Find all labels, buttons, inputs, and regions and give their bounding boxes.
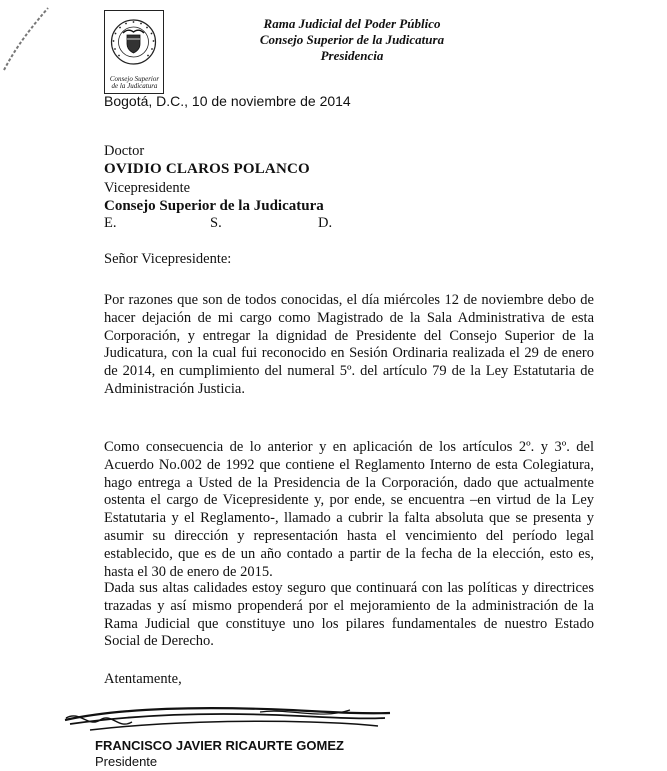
seal-emblem-icon [105, 11, 162, 71]
esd-e: E. [104, 215, 117, 231]
letterhead-line-2: Consejo Superior de la Judicatura [259, 32, 445, 47]
seal-caption-line-1: Consejo Superior [109, 75, 160, 83]
seal-caption [108, 76, 161, 90]
closing: Atentamente, [104, 671, 182, 687]
seal-caption-line-2: de la Judicatura [111, 82, 158, 90]
body-paragraph-1: Por razones que son de todos conocidas, el día miércoles 12 de noviembre debo de hacer dejación de mi cargo como Magistrado de la Sala Administrativa de esta Corporación, y entregar la dignidad de Presidente del Consejo Superior de la Judicatura, con la cual fui reconocido en Sesión Ordinaria realizada el 29 de enero de 2014, en cumplimiento del numeral 5º. del artículo 79 de la Ley Estatutaria de Administración Justicia. [104, 292, 594, 397]
scan-edge-mark [0, 0, 60, 80]
addressee-title: Doctor [104, 143, 145, 159]
letterhead-line-3: Presidencia [320, 48, 384, 63]
body-paragraph-2: Como consecuencia de lo anterior y en aplicación de los artículos 2º. y 3º. del Acuerdo No.002 de 1992 que contiene el Reglamento Interno de esta Colegiatura, hago entrega a Usted de la Presidencia de la Corporación, dado que actualmente ostenta el cargo de Vicepresidente y, por ende, se encuentra –en virtud de la Ley Estatutaria y el Reglamento-, llamado a cubrir la falta absoluta que se presenta y asumir su dirección y representación hasta el vencimiento del período legal establecido, que es de un año contado a partir de la fecha de la elección, esto es, hasta el 30 de enero de 2015. [104, 439, 594, 580]
handwritten-signature [60, 700, 400, 740]
esd-s: S. [210, 215, 222, 231]
addressee-role: Vicepresidente [104, 180, 191, 196]
addressee-name: OVIDIO CLAROS POLANCO [104, 161, 310, 177]
institution-seal [104, 10, 164, 94]
place-date: Bogotá, D.C., 10 de noviembre de 2014 [104, 93, 351, 109]
signer-name: FRANCISCO JAVIER RICAURTE GOMEZ [95, 738, 344, 753]
body-paragraph-3: Dada sus altas calidades estoy seguro que continuará con las políticas y directrices trazadas y así mismo propenderá por el mejoramiento de la administración de la Rama Judicial que constituye uno los pilares fundamentales de nuestro Estado Social de Derecho. [104, 580, 594, 650]
signer-role: Presidente [95, 754, 158, 769]
esd-d: D. [318, 215, 333, 231]
addressee-org: Consejo Superior de la Judicatura [104, 198, 324, 214]
letterhead-line-1: Rama Judicial del Poder Público [263, 16, 441, 31]
salutation: Señor Vicepresidente: [104, 251, 232, 267]
